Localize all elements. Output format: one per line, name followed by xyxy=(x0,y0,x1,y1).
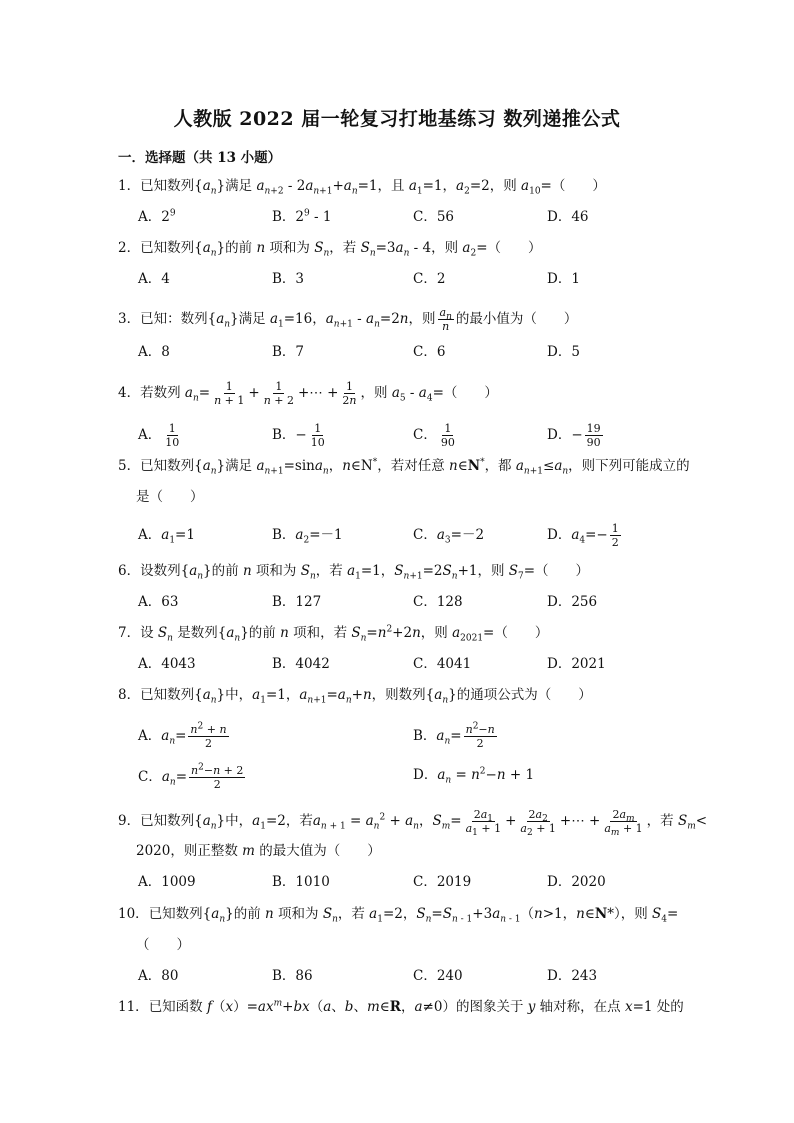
option-b[interactable]: B．− $\frac{1}{10}$ xyxy=(272,422,325,449)
question-number: 4． xyxy=(118,385,141,401)
option-b[interactable]: B．3 xyxy=(272,271,305,287)
option-d[interactable]: D．5 xyxy=(547,344,580,360)
option-c[interactable]: C． $\frac{1}{90}$ xyxy=(413,422,455,449)
option-d[interactable]: D．$a_4=-$ $\frac{1}{2}$ xyxy=(547,522,619,549)
section-heading: 一．选择题（共 13 小题） xyxy=(118,150,282,166)
question-9: 9．已知数列$\{a_n\}$中，$a_1=2$，若$a_{n + 1} = a_n^2 + a_n$，$S_m=$ $\frac{2a_1}{a_1 + 1}$ + $\frac{2a_2}{a_2 + 1}$ +⋯ + $\frac{2a_m}{a_m + 1}$ ，若 $S_m<$ xyxy=(118,808,708,839)
option-b[interactable]: B．86 xyxy=(272,968,313,984)
question-4: 4．若数列 $a_n=$ $\frac{1}{n + 1}$ + $\frac{1}{n + 2}$ +⋯ + $\frac{1}{2n}$ ，则 $a_5 - a_4=$（ ） xyxy=(118,380,498,407)
option-d[interactable]: D．256 xyxy=(547,594,598,610)
option-b[interactable]: B．$a_n=$ $\frac{n^2-n}{2}$ xyxy=(413,721,495,750)
option-b[interactable]: B．4042 xyxy=(272,656,330,672)
question-10: 10．已知数列$\{a_n\}$的前 n 项和为 $S_n$，若 $a_1=2$，$S_n=S_{n - 1}+3a_{n - 1}(n>1$，n∈N*），则 $S_4=$ xyxy=(118,906,679,925)
page-title: 人教版 2022 届一轮复习打地基练习 数列递推公式 xyxy=(173,108,621,130)
question-number: 10． xyxy=(118,906,149,922)
option-b[interactable]: B．1010 xyxy=(272,874,330,890)
question-8: 8．已知数列$\{a_n\}$中，$a_1=1$，$a_{n+1}=a_n+n$，则数列$\{a_n\}$的通项公式为（ ） xyxy=(118,687,592,706)
question-number: 7． xyxy=(118,625,141,641)
question-2: 2．已知数列$\{a_n\}$的前 n 项和为 $S_n$，若 $S_n=3a_n - 4$，则 $a_2=$（ ） xyxy=(118,240,542,259)
question-5: 5．已知数列$\{a_n\}$满足 $a_{n+1}=\sin a_n$，n∈N*，若对任意 n∈N*，都 $a_{n+1}\le a_n$，则下列可能成立的 xyxy=(118,457,690,477)
option-d[interactable]: D．− $\frac{19}{90}$ xyxy=(547,422,601,449)
option-a[interactable]: A．63 xyxy=(138,594,179,610)
option-d[interactable]: D．243 xyxy=(547,968,598,984)
option-a[interactable]: A．$a_1=1$ xyxy=(138,527,195,546)
option-d[interactable]: D．1 xyxy=(547,271,580,287)
option-a[interactable]: A．80 xyxy=(138,968,179,984)
option-c[interactable]: C．128 xyxy=(413,594,463,610)
option-a[interactable]: A．$2^9$ xyxy=(138,208,176,225)
option-d[interactable]: D．2020 xyxy=(547,874,606,890)
option-c[interactable]: C．$a_n=$ $\frac{n^2-n + 2}{2}$ xyxy=(138,762,244,791)
question-7: 7．设 $S_n$ 是数列$\{a_n\}$的前 n 项和，若 $S_n=n^2+2n$，则 $a_{2021}=$（ ） xyxy=(118,624,549,644)
option-c[interactable]: C．56 xyxy=(413,209,455,225)
option-b[interactable]: B．7 xyxy=(272,344,305,360)
question-5-continuation: 是（ ） xyxy=(136,489,204,505)
option-a[interactable]: A．$a_n=$ $\frac{n^2 + n}{2}$ xyxy=(138,721,227,750)
question-10-continuation: （ ） xyxy=(136,937,190,953)
option-b[interactable]: B．127 xyxy=(272,594,322,610)
option-b[interactable]: B．$2^9 - 1$ xyxy=(272,208,332,225)
question-number: 2． xyxy=(118,240,141,256)
question-number: 3． xyxy=(118,311,141,327)
question-number: 5． xyxy=(118,458,141,474)
option-a[interactable]: A．1009 xyxy=(138,874,196,890)
option-c[interactable]: C．$a_3=-2$ xyxy=(413,527,485,546)
option-b[interactable]: B．$a_2=-1$ xyxy=(272,527,343,546)
question-9-continuation: 2020，则正整数 m 的最大值为（ ） xyxy=(136,843,381,859)
option-a[interactable]: A． $\frac{1}{10}$ xyxy=(138,422,180,449)
option-d[interactable]: D．2021 xyxy=(547,656,606,672)
option-c[interactable]: C．6 xyxy=(413,344,446,360)
option-c[interactable]: C．2 xyxy=(413,271,446,287)
question-11: 11．已知函数 $f(x)=ax^m+bx(a$、b、m∈R，a≠0）的图象关于 y 轴对称，在点 x=1 处的 xyxy=(118,998,684,1015)
option-c[interactable]: C．2019 xyxy=(413,874,472,890)
question-3: 3．已知：数列$\{a_n\}$满足 $a_1=16$，$a_{n+1} - a_n=2n$，则 $\frac{a_n}{n}$ 的最小值为（ ） xyxy=(118,306,578,333)
question-number: 1． xyxy=(118,178,141,194)
question-number: 9． xyxy=(118,813,141,829)
option-a[interactable]: A．4043 xyxy=(138,656,196,672)
question-1: 1．已知数列$\{a_n\}$满足 $a_{n+2} - 2a_{n+1}+a_n=1$，且 $a_1=1$，$a_2=2$，则 $a_{10}=$（ ） xyxy=(118,178,606,197)
option-a[interactable]: A．4 xyxy=(138,271,170,287)
option-c[interactable]: C．240 xyxy=(413,968,463,984)
question-number: 11． xyxy=(118,999,149,1015)
option-d[interactable]: D．46 xyxy=(547,209,589,225)
option-d[interactable]: D．$a_n = n^2-n + 1$ xyxy=(413,766,535,786)
question-number: 6． xyxy=(118,563,141,579)
option-a[interactable]: A．8 xyxy=(138,344,170,360)
question-number: 8． xyxy=(118,687,141,703)
option-c[interactable]: C．4041 xyxy=(413,656,472,672)
question-6: 6．设数列$\{a_n\}$的前 n 项和为 $S_n$，若 $a_1=1$，$S_{n+1}=2S_n+1$，则 $S_7=$（ ） xyxy=(118,563,590,582)
